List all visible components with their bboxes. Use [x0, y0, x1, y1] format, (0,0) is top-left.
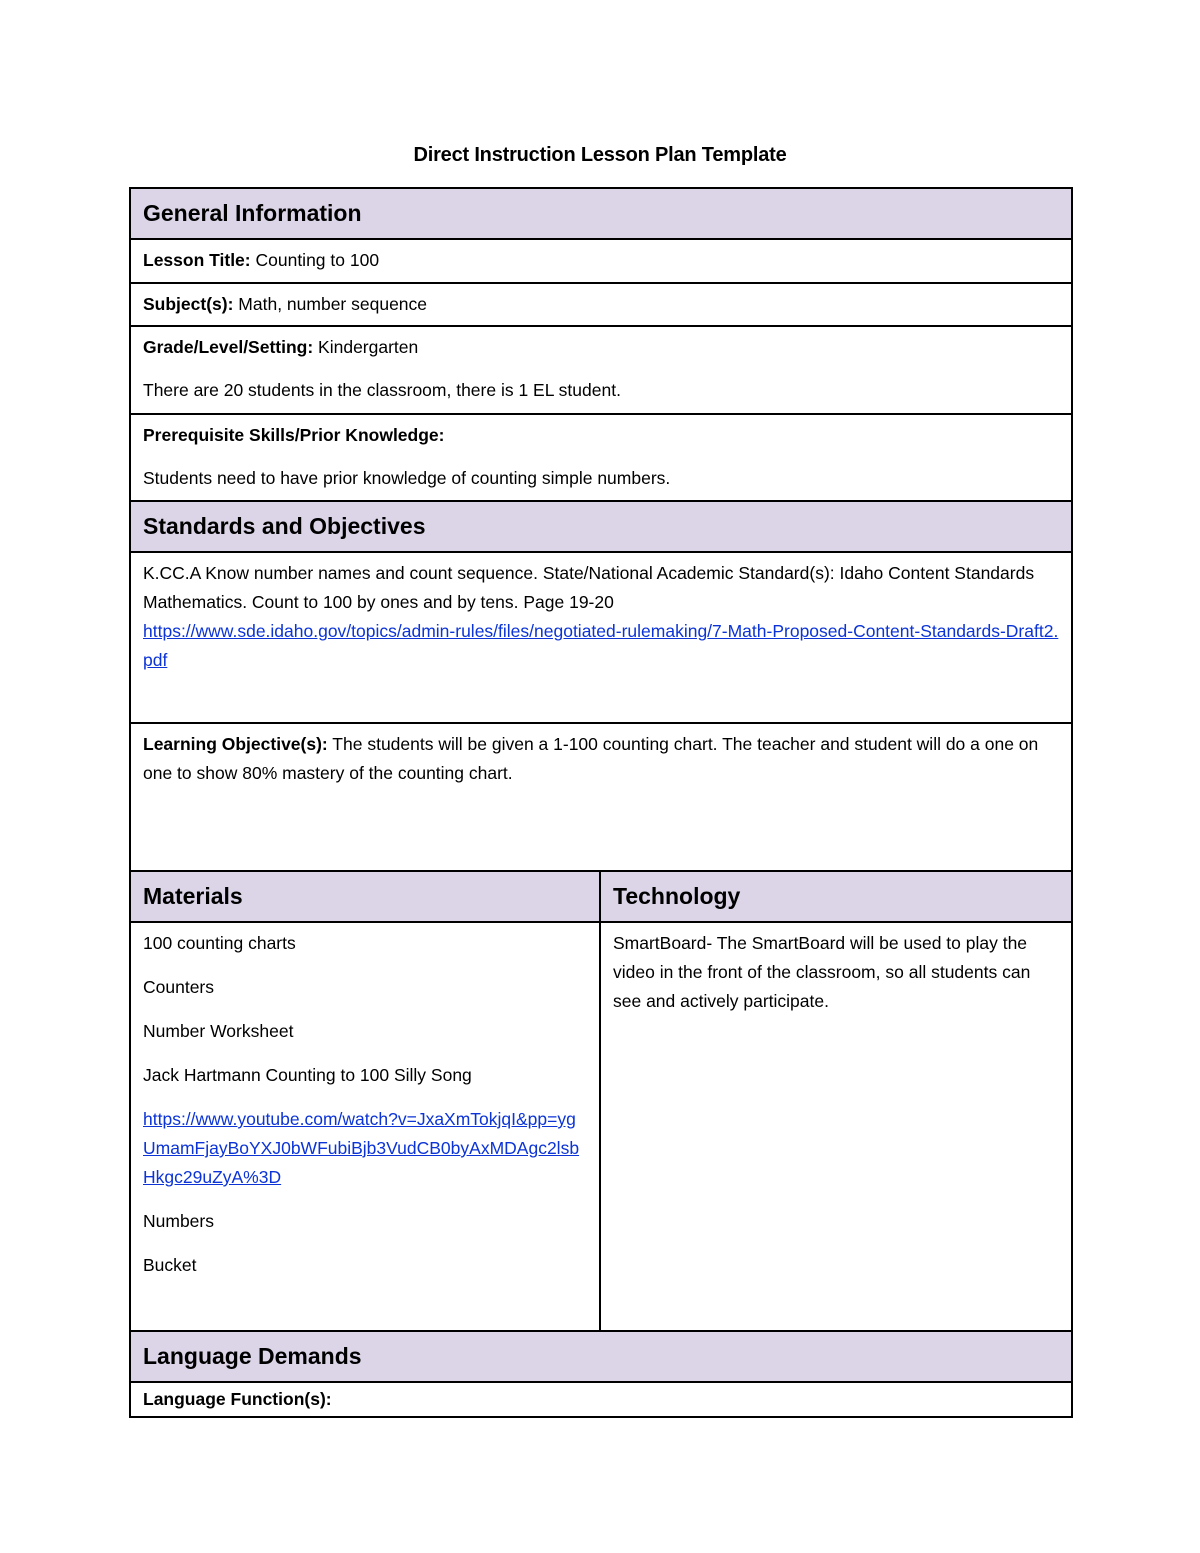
lesson-title-cell	[130, 239, 1072, 283]
grade-level-value: Kindergarten	[313, 337, 419, 357]
learning-objective-value: The students will be given a 1-100 counting chart. The teacher and student will do a one on one to show 80% mastery of the counting chart.	[143, 734, 1039, 783]
subjects-value: Math, number sequence	[233, 294, 428, 314]
general-information-header: General Information	[130, 188, 1072, 239]
grade-level-label: Grade/Level/Setting:	[143, 337, 314, 357]
language-function-row	[130, 1382, 1072, 1417]
materials-header: Materials	[130, 871, 600, 922]
subjects-label: Subject(s):	[143, 294, 234, 314]
technology-header: Technology	[600, 871, 1072, 922]
lesson-title-label: Lesson Title:	[143, 250, 251, 270]
language-demands-header-row	[130, 1331, 1072, 1382]
standard-link[interactable]: https://www.sde.idaho.gov/topics/admin-rules/files/negotiated-rulemaking/7-Math-Proposed-Content-Standards-Draft2.pdf	[143, 621, 1059, 670]
learning-objective-cell	[130, 723, 1072, 871]
prerequisite-value: Students need to have prior knowledge of counting simple numbers.	[143, 468, 671, 488]
learning-objective-row	[130, 723, 1072, 871]
materials-technology-header-row	[130, 871, 1072, 922]
material-item: Bucket	[143, 1255, 197, 1275]
material-item: Jack Hartmann Counting to 100 Silly Song	[143, 1065, 472, 1085]
document-title: Direct Instruction Lesson Plan Template	[413, 144, 787, 166]
lesson-title-value: Counting to 100	[250, 250, 380, 270]
prerequisite-row	[130, 414, 1072, 501]
standard-text: K.CC.A Know number names and count sequence. State/National Academic Standard(s): Idaho Content Standards Mathematics. Count to 100 by ones and by tens. Page 19-20	[143, 563, 1035, 612]
standard-cell	[130, 552, 1072, 723]
grade-level-row	[130, 326, 1072, 414]
technology-cell	[600, 922, 1072, 1331]
material-item: Counters	[143, 977, 215, 997]
subjects-cell	[130, 283, 1072, 326]
material-item: Numbers	[143, 1211, 214, 1231]
video-link[interactable]: https://www.youtube.com/watch?v=JxaXmTokjqI&pp=ygUmamFjayBoYXJ0bWFubiBjb3VudCB0byAxMDAgc2lsbHkgc29uZyA%3D	[143, 1109, 580, 1187]
technology-text: SmartBoard- The SmartBoard will be used to play the video in the front of the classroom, so all students can see and actively participate.	[613, 933, 1031, 1011]
subjects-row	[130, 283, 1072, 326]
standard-row	[130, 552, 1072, 723]
materials-technology-row	[130, 922, 1072, 1331]
grade-level-cell	[130, 326, 1072, 414]
prerequisite-cell	[130, 414, 1072, 501]
prerequisite-label: Prerequisite Skills/Prior Knowledge:	[143, 425, 445, 445]
learning-objective-label: Learning Objective(s):	[143, 734, 328, 754]
general-information-header-row	[130, 188, 1072, 239]
class-note: There are 20 students in the classroom, there is 1 EL student.	[143, 380, 621, 400]
material-item: 100 counting charts	[143, 933, 296, 953]
lesson-title-row	[130, 239, 1072, 283]
standards-objectives-header: Standards and Objectives	[130, 501, 1072, 552]
material-item: Number Worksheet	[143, 1021, 294, 1041]
standards-objectives-header-row	[130, 501, 1072, 552]
language-function-label: Language Function(s):	[143, 1389, 332, 1409]
language-demands-header: Language Demands	[130, 1331, 1072, 1382]
language-function-cell	[130, 1382, 1072, 1417]
lesson-plan-table	[129, 187, 1073, 1418]
materials-cell	[130, 922, 600, 1331]
